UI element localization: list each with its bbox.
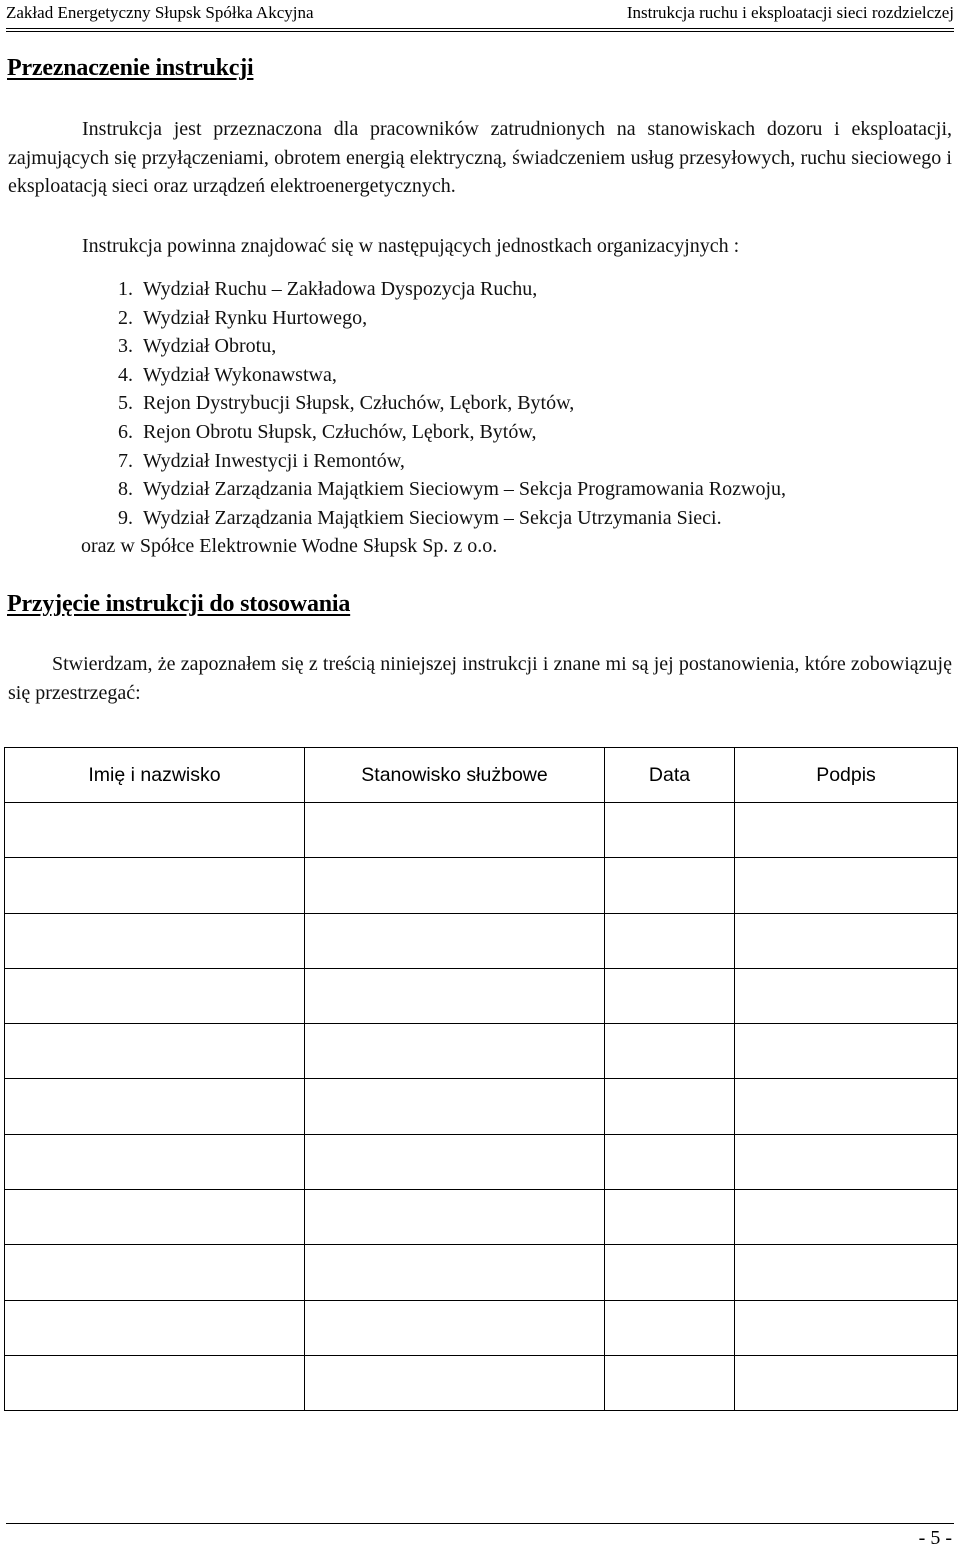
- signature-table-body: [5, 803, 958, 1411]
- acceptance-statement: Stwierdzam, że zapoznałem się z treścią niniejszej instrukcji i znane mi są jej postanowienia, które zobowiązuję się przestrzegać:: [8, 653, 952, 704]
- name-cell[interactable]: [5, 1300, 305, 1355]
- position-cell[interactable]: [305, 1134, 605, 1189]
- name-cell[interactable]: [5, 858, 305, 913]
- signature-table: [4, 747, 958, 1411]
- organizational-unit-item: [118, 332, 786, 361]
- position-cell[interactable]: [305, 968, 605, 1023]
- signature-cell[interactable]: [735, 913, 958, 968]
- signature-cell[interactable]: [735, 858, 958, 913]
- locations-intro-paragraph: Instrukcja powinna znajdować się w następujących jednostkach organizacyjnych :: [82, 235, 740, 257]
- date-cell[interactable]: [605, 1134, 735, 1189]
- signature-cell[interactable]: [735, 1190, 958, 1245]
- table-row: [5, 1134, 958, 1189]
- date-cell[interactable]: [605, 1355, 735, 1410]
- organizational-unit-item: [118, 475, 786, 504]
- signature-cell[interactable]: [735, 1355, 958, 1410]
- list-item-number: 1.: [118, 278, 133, 300]
- table-row: [5, 913, 958, 968]
- signature-cell[interactable]: [735, 1245, 958, 1300]
- list-item-number: 7.: [118, 449, 133, 472]
- column-header-date: Data: [605, 748, 735, 803]
- position-cell[interactable]: [305, 913, 605, 968]
- organizational-unit-item: [118, 304, 786, 333]
- name-cell[interactable]: [5, 1190, 305, 1245]
- position-cell[interactable]: [305, 1190, 605, 1245]
- list-item-number: 5.: [118, 392, 133, 415]
- date-cell[interactable]: [605, 1300, 735, 1355]
- signature-cell[interactable]: [735, 1134, 958, 1189]
- position-cell[interactable]: [305, 1079, 605, 1134]
- list-item-number: 8.: [118, 478, 133, 501]
- date-cell[interactable]: [605, 803, 735, 858]
- position-cell[interactable]: [305, 1245, 605, 1300]
- list-item-number: 3.: [118, 335, 133, 358]
- position-cell[interactable]: [305, 803, 605, 858]
- list-item-number: 2.: [118, 306, 133, 329]
- table-row: [5, 968, 958, 1023]
- name-cell[interactable]: [5, 803, 305, 858]
- signature-cell[interactable]: [735, 968, 958, 1023]
- list-item-number: 9.: [118, 506, 133, 529]
- list-item-text: Wydział Zarządzania Majątkiem Sieciowym – Sekcja Utrzymania Sieci.: [143, 506, 722, 529]
- header-company: Zakład Energetyczny Słupsk Spółka Akcyjna: [6, 3, 314, 22]
- name-cell[interactable]: [5, 1245, 305, 1300]
- organizational-units-list: [118, 275, 786, 532]
- signature-cell[interactable]: [735, 1300, 958, 1355]
- organizational-unit-item: [118, 418, 786, 447]
- signature-cell[interactable]: [735, 1024, 958, 1079]
- table-row: [5, 1300, 958, 1355]
- organizational-unit-item: [118, 447, 786, 476]
- section-title-purpose: Przeznaczenie instrukcji: [7, 55, 254, 81]
- signature-cell[interactable]: [735, 1079, 958, 1134]
- table-row: [5, 1245, 958, 1300]
- page-number: - 5 -: [918, 1527, 952, 1549]
- position-cell[interactable]: [305, 1024, 605, 1079]
- date-cell[interactable]: [605, 1024, 735, 1079]
- name-cell[interactable]: [5, 1024, 305, 1079]
- signature-cell[interactable]: [735, 803, 958, 858]
- date-cell[interactable]: [605, 1079, 735, 1134]
- name-cell[interactable]: [5, 1079, 305, 1134]
- table-row: [5, 858, 958, 913]
- list-item-text: Wydział Wykonawstwa,: [143, 363, 337, 386]
- column-header-name: Imię i nazwisko: [5, 748, 305, 803]
- list-item-number: 6.: [118, 420, 133, 443]
- list-item-text: Wydział Zarządzania Majątkiem Sieciowym – Sekcja Programowania Rozwoju,: [143, 478, 787, 501]
- page-header: [6, 2, 954, 26]
- position-cell[interactable]: [305, 1355, 605, 1410]
- header-divider: [6, 28, 954, 29]
- column-header-position: Stanowisko służbowe: [305, 748, 605, 803]
- list-item-text: Rejon Obrotu Słupsk, Człuchów, Lębork, Bytów,: [143, 420, 537, 443]
- purpose-paragraph: Instrukcja jest przeznaczona dla pracowników zatrudnionych na stanowiskach dozoru i eksploatacji, zajmujących się przyłączeniami, obrotem energią elektryczną, świadczeniem usług przesyłowych, ruchu sieciowego i eksploatacją sieci oraz urządzeń elektroenergetycznych.: [8, 118, 952, 197]
- section-title-acceptance: Przyjęcie instrukcji do stosowania: [7, 591, 351, 617]
- name-cell[interactable]: [5, 913, 305, 968]
- position-cell[interactable]: [305, 858, 605, 913]
- table-row: [5, 1355, 958, 1410]
- date-cell[interactable]: [605, 1190, 735, 1245]
- name-cell[interactable]: [5, 968, 305, 1023]
- date-cell[interactable]: [605, 968, 735, 1023]
- table-row: [5, 803, 958, 858]
- list-item-text: Wydział Inwestycji i Remontów,: [143, 449, 405, 472]
- list-item-text: Wydział Rynku Hurtowego,: [143, 306, 368, 329]
- list-item-text: Wydział Ruchu – Zakładowa Dyspozycja Ruchu,: [143, 278, 538, 300]
- footer-divider: [6, 1523, 954, 1524]
- name-cell[interactable]: [5, 1355, 305, 1410]
- list-item-text: Wydział Obrotu,: [143, 335, 277, 358]
- table-row: [5, 1024, 958, 1079]
- signature-table-header-row: [5, 748, 958, 803]
- additional-location: oraz w Spółce Elektrownie Wodne Słupsk Sp. z o.o.: [81, 535, 498, 557]
- table-row: [5, 1190, 958, 1245]
- organizational-unit-item: [118, 504, 786, 533]
- table-row: [5, 1079, 958, 1134]
- date-cell[interactable]: [605, 1245, 735, 1300]
- list-item-number: 4.: [118, 363, 133, 386]
- organizational-unit-item: [118, 275, 786, 304]
- list-item-text: Rejon Dystrybucji Słupsk, Człuchów, Lębork, Bytów,: [143, 392, 575, 415]
- organizational-unit-item: [118, 389, 786, 418]
- column-header-signature: Podpis: [735, 748, 958, 803]
- header-divider-second: [6, 31, 954, 32]
- header-document-title: Instrukcja ruchu i eksploatacji sieci rozdzielczej: [626, 3, 954, 22]
- date-cell[interactable]: [605, 913, 735, 968]
- organizational-unit-item: [118, 361, 786, 390]
- name-cell[interactable]: [5, 1134, 305, 1189]
- position-cell[interactable]: [305, 1300, 605, 1355]
- date-cell[interactable]: [605, 858, 735, 913]
